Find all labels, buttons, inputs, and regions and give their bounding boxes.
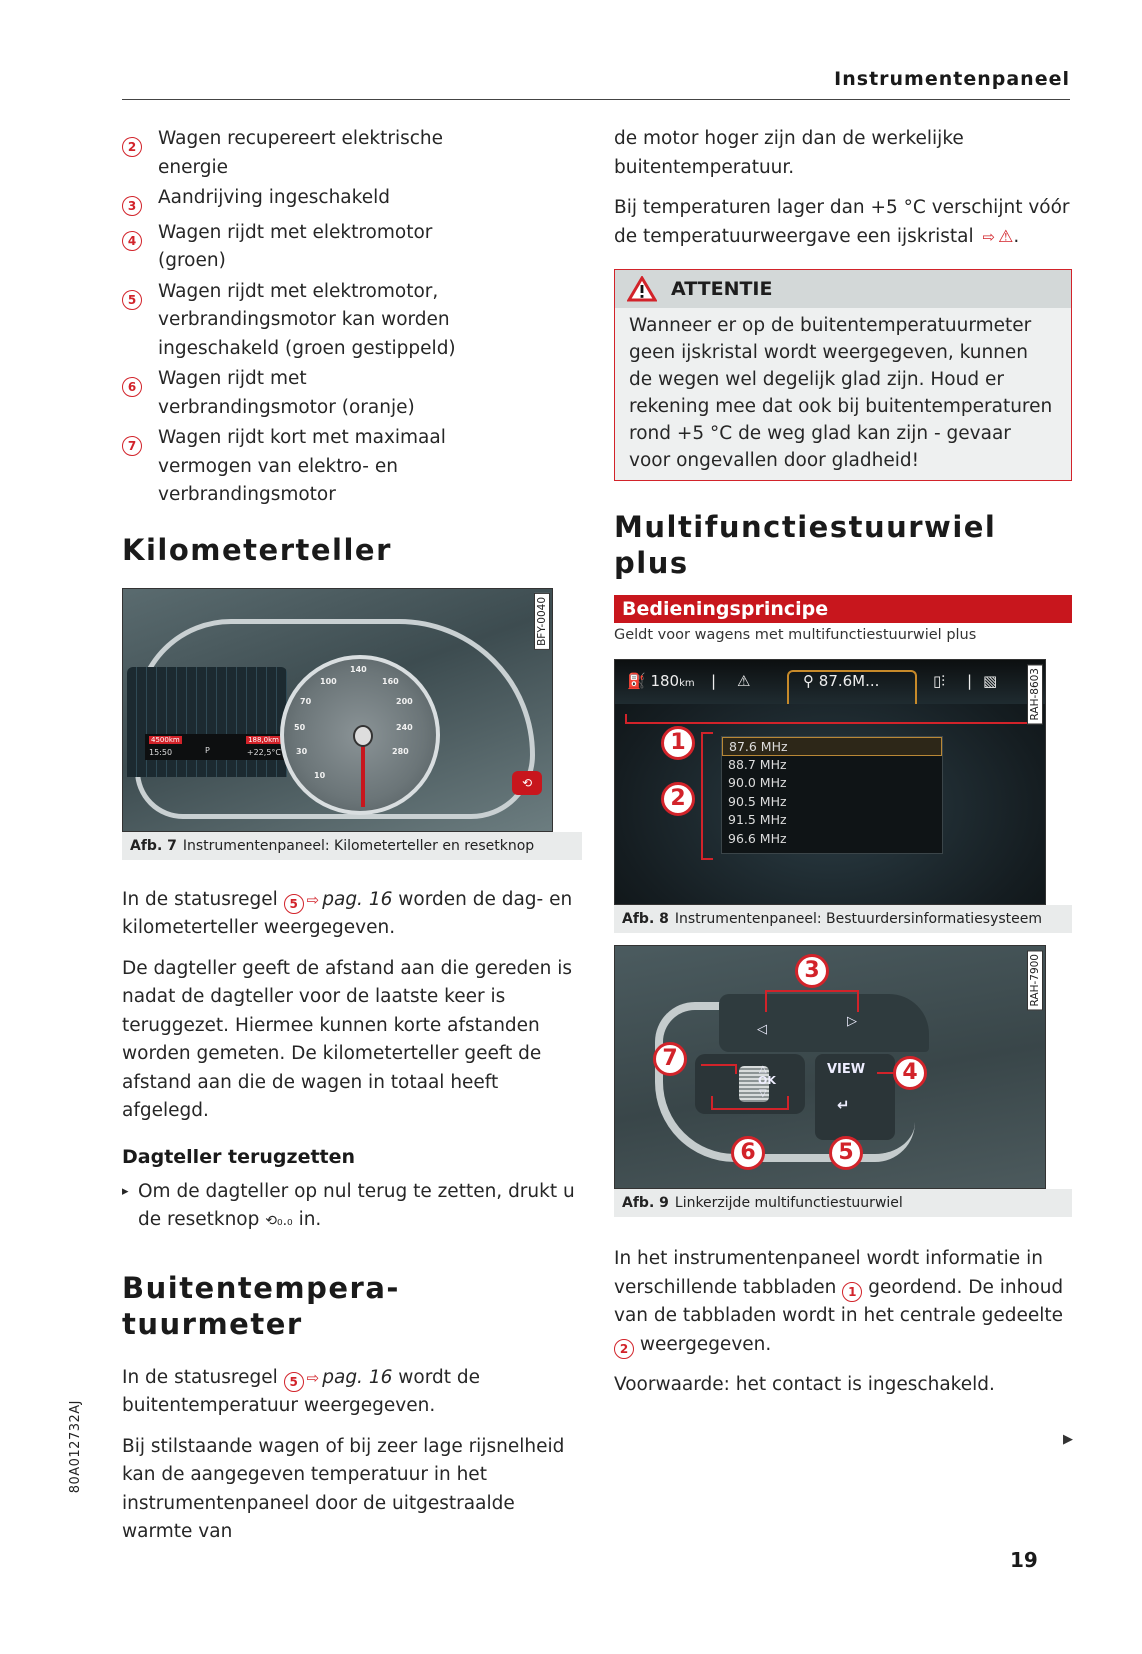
trip-reset-button[interactable] [512, 771, 542, 795]
callout-number: 5 [284, 894, 304, 914]
paragraph-ijskristal: Bij temperaturen lager dan +5 °C verschijnt vóór de temperatuurweergave een ijskristal ⇨ ⚠. [614, 197, 1070, 247]
warning-header [615, 270, 1071, 308]
subheading-dagteller-terugzetten: Dagteller terugzetten [122, 1145, 356, 1168]
callout-number: 5 [284, 1372, 304, 1392]
tab-phone[interactable] [933, 672, 945, 690]
section-bar-bedieningsprincipe: Bedieningsprincipe [614, 595, 1072, 623]
section-title: Instrumentenpaneel [834, 68, 1070, 90]
step-marker-icon: ▸ [122, 1183, 129, 1199]
figure-code: RAH-7900 [1027, 950, 1043, 1010]
cross-ref-arrow-icon: ⇨ [306, 1368, 320, 1387]
legend-text: Wagen rijdt met verbrandingsmotor (oranje) [158, 368, 415, 418]
legend-text: Aandrijving ingeschakeld [158, 187, 390, 208]
callout-6: 6 [731, 1136, 765, 1170]
page-reference-link[interactable]: pag. 16 [322, 1366, 393, 1388]
continue-arrow-icon: ▶ [1063, 1432, 1073, 1447]
callout-number: 3 [122, 196, 142, 216]
callout-7: 7 [653, 1042, 687, 1076]
trip-reset-icon: ⟲ [521, 775, 533, 790]
cross-ref-arrow-icon: ⇨ [982, 227, 996, 246]
paragraph-temp-warmte: Bij stilstaande wagen of bij zeer lage rijsnelheid kan de aangegeven temperatuur in het instrumentenpaneel door de uitgestraalde warmte van [122, 1435, 565, 1542]
tab-warnings[interactable] [737, 672, 750, 690]
callout-line-7 [701, 1064, 737, 1074]
callout-line-6 [711, 1096, 789, 1110]
paragraph-continued: de motor hoger zijn dan de werkelijke buitentemperatuur. [614, 128, 964, 178]
caption-text: Instrumentenpaneel: Bestuurdersinformatiesysteem [674, 911, 1043, 927]
legend-list [122, 125, 582, 510]
tab-divider: | [967, 672, 973, 690]
callout-1: 1 [661, 726, 695, 760]
warning-box [614, 269, 1072, 481]
callout-3: 3 [795, 954, 829, 988]
figure-code: RAH-8603 [1027, 664, 1043, 724]
fuel-pump-icon: ⛽ [627, 672, 646, 690]
right-column [614, 125, 1072, 1412]
legend-item [122, 219, 582, 276]
odometer-badge: 188,0km [248, 735, 279, 744]
applicability-note: Geldt voor wagens met multifunctiestuurwiel plus [614, 627, 977, 643]
figure-9-image [614, 945, 1046, 1189]
outside-temp: +22,5°C [246, 747, 281, 757]
callout-number: 2 [122, 137, 142, 157]
document-code: 80A012732AJ [68, 1400, 83, 1494]
callout-line-3 [765, 990, 859, 1012]
warning-title: ATTENTIE [671, 278, 773, 300]
callout-number: 2 [614, 1339, 634, 1359]
page-number: 19 [1010, 1548, 1038, 1572]
station-item[interactable]: 90.5 MHz [728, 793, 787, 809]
tab-radio-label[interactable]: ⚲ 87.6M... [803, 672, 880, 690]
warning-triangle-icon [627, 276, 657, 302]
legend-text: Wagen rijdt met elektromotor (groen) [158, 221, 433, 271]
figure-7-image [122, 588, 553, 832]
speed-needle [361, 737, 365, 807]
gear-indicator: P [205, 745, 210, 755]
phone-signal-icon: ▯⫶ [933, 672, 946, 690]
tab-navigation[interactable] [983, 672, 997, 690]
heading-buitentemperatuurmeter: Buitentempera- tuurmeter [122, 1270, 400, 1341]
dis-tab-bar [615, 660, 1045, 704]
caption-text: Instrumentenpaneel: Kilometerteller en resetknop [182, 837, 535, 854]
paragraph-dagteller: De dagteller geeft de afstand aan die gereden is nadat de dagteller voor de laatste keer is teruggezet. Hiermee kunnen korte afstanden worden gemeten. De kilometerteller geeft de afstand aan die de wagen in totaal heeft afgelegd. [122, 957, 573, 1121]
figure-caption [614, 1189, 1072, 1217]
station-item[interactable]: 96.6 MHz [728, 830, 787, 846]
caption-label: Afb. 9 [622, 1195, 669, 1211]
paragraph-voorwaarde: Voorwaarde: het contact is ingeschakeld. [614, 1374, 995, 1395]
tab-range[interactable]: ⛽ 180km [627, 672, 695, 690]
left-arrow-icon: ◁ [757, 1022, 767, 1037]
callout-5: 5 [829, 1136, 863, 1170]
reset-button-icon: ⟲₀.₀ [265, 1213, 293, 1229]
right-arrow-icon: ▷ [847, 1014, 857, 1029]
callout-4: 4 [893, 1056, 927, 1090]
callout-bracket-1 [625, 714, 1043, 724]
figure-caption [122, 832, 582, 860]
map-icon: ▧ [983, 672, 998, 690]
page-reference-link[interactable]: pag. 16 [322, 888, 393, 910]
heading-multifunctiestuurwiel: Multifunctiestuurwiel plus [614, 510, 997, 580]
clock: 15:50 [149, 747, 173, 757]
legend-item [122, 424, 582, 510]
figure-9 [614, 945, 1072, 1217]
needle-hub [353, 725, 373, 747]
callout-bracket-2 [701, 732, 713, 860]
figure-8 [614, 659, 1072, 933]
station-item[interactable]: 91.5 MHz [728, 812, 787, 827]
warning-triangle-icon: ⚠ [737, 672, 751, 690]
callout-number: 7 [122, 436, 142, 456]
paragraph-statusline: In de statusregel 5 ⇨ pag. 16 worden de dag- en kilometerteller weergegeven. [122, 888, 573, 938]
callout-number: 5 [122, 290, 142, 310]
station-list [721, 736, 943, 854]
caption-label: Afb. 7 [130, 837, 177, 854]
warning-body: Wanneer er op de buitentemperatuurmeter geen ijskristal wordt weergegeven, kunnen de wegen wel degelijk glad zijn. Houd er rekening mee dat ook bij buitentemperaturen rond +5 °C de weg glad kan zijn - gevaar voor ongevallen door gladheid! [615, 308, 1071, 480]
view-button[interactable]: VIEW [827, 1062, 866, 1077]
legend-text: Wagen rijdt met elektromotor, verbrandingsmotor kan worden ingeschakeld (groen gestippeld) [158, 280, 456, 359]
station-item-selected[interactable]: 87.6 MHz [722, 737, 942, 756]
running-head [122, 66, 1070, 100]
caption-label: Afb. 8 [622, 911, 669, 927]
station-item[interactable]: 88.7 MHz [728, 756, 787, 772]
ok-label[interactable]: OK [758, 1074, 776, 1087]
callout-number: 6 [122, 377, 142, 397]
step-instruction: ▸ Om de dagteller op nul terug te zetten, drukt u de resetknop ⟲₀.₀ in. [122, 1178, 582, 1236]
figure-caption [614, 905, 1072, 933]
caption-text: Linkerzijde multifunctiestuurwiel [674, 1195, 903, 1211]
callout-number: 1 [842, 1282, 862, 1302]
legend-item [122, 278, 582, 364]
paragraph-tabbladen: In het instrumentenpaneel wordt informatie in verschillende tabbladen 1 geordend. De inhoud van de tabbladen wordt in het centrale gedeelte 2 weergegeven. [614, 1245, 1072, 1359]
center-display [127, 667, 287, 777]
legend-text: Wagen recupereert elektrische energie [158, 128, 444, 178]
figure-code: BFY-0040 [534, 593, 550, 650]
tab-divider: | [711, 672, 717, 690]
up-arrow-icon: △ [759, 1064, 767, 1075]
warning-triangle-icon[interactable]: ⚠ [998, 226, 1014, 247]
legend-item [122, 184, 582, 217]
status-line [145, 734, 285, 760]
left-column [122, 125, 582, 1559]
back-button-icon[interactable]: ↵ [837, 1096, 850, 1114]
paragraph-temp-statusline: In de statusregel 5 ⇨ pag. 16 wordt de buitentemperatuur weergegeven. [122, 1366, 480, 1416]
figure-7 [122, 588, 582, 860]
legend-text: Wagen rijdt kort met maximaal vermogen van elektro- en verbrandingsmotor [158, 427, 446, 505]
legend-item [122, 365, 582, 422]
down-arrow-icon: ▽ [759, 1088, 767, 1099]
legend-item [122, 125, 582, 182]
heading-kilometerteller: Kilometerteller [122, 532, 392, 567]
radio-antenna-icon: ⚲ [803, 672, 814, 690]
trip-badge: 4500km [151, 735, 180, 744]
speedometer: 10 30 50 70 100 140 160 200 240 280 [280, 655, 440, 815]
station-item[interactable]: 90.0 MHz [728, 775, 787, 790]
callout-number: 4 [122, 231, 142, 251]
figure-8-image [614, 659, 1046, 905]
callout-2: 2 [661, 782, 695, 816]
cross-ref-arrow-icon: ⇨ [306, 890, 320, 909]
